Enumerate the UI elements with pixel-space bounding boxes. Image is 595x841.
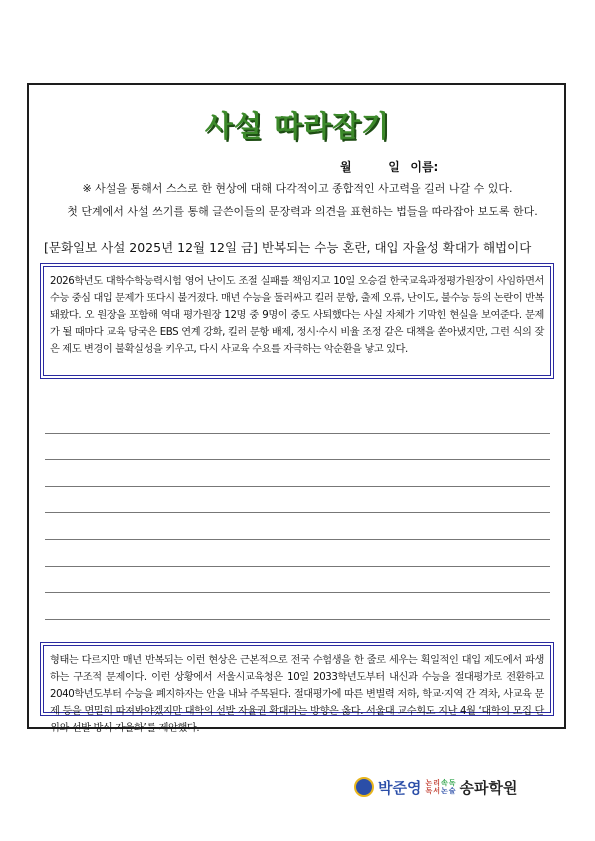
writing-line[interactable] (45, 593, 550, 620)
writing-line[interactable] (45, 460, 550, 487)
editorial-paragraph-2: 형태는 다르지만 매년 반복되는 이런 현상은 근본적으로 전국 수험생을 한 줄로 세우는 획일적인 대입 제도에서 파생하는 구조적 문제이다. 이런 상황에서 서울시교육청은 10일 2033학년도부터 내신과 수능을 절대평가로 전환하고 2040학년도부터 수능을 폐지하자는 안을 내놔 주목된다. 절대평가에 따른 변별력 저하, 학교·지역 간 격차, 사교육 문제 등을 면밀히 따져봐야겠지만 대학의 선발 자율권 확대라는 방향은 옳다. 서울대 교수회도 지난 4월 ‘대학의 모집 단위와 선발 방식 자율화’를 제안했다. (43, 645, 551, 713)
name-label: 이름: (410, 160, 439, 174)
instruction-note-2: 첫 단계에서 사설 쓰기를 통해 글쓴이들의 문장력과 의견을 표현하는 법들을 따라잡아 보도록 한다. (67, 205, 538, 218)
writing-line[interactable] (45, 487, 550, 514)
logo-subject-stack: 논 리 속 독 독 서 논 술 (425, 779, 456, 795)
writing-line[interactable] (45, 620, 550, 647)
page-title: 사설 따라잡기 (204, 109, 391, 143)
month-label: 월 (340, 160, 352, 174)
day-label: 일 (388, 160, 400, 174)
writing-line[interactable] (45, 513, 550, 540)
writing-lines[interactable] (45, 407, 550, 646)
writing-line[interactable] (45, 540, 550, 567)
logo-campus: 송파학원 (459, 778, 518, 797)
logo-name: 박준영 (378, 778, 422, 797)
editorial-headline: [문화일보 사설 2025년 12월 12일 금] 반복되는 수능 혼란, 대입 자율성 확대가 해법이다 (44, 240, 532, 255)
editorial-paragraph-1: 2026학년도 대학수학능력시험 영어 난이도 조절 실패를 책임지고 10일 오승걸 한국교육과정평가원장이 사임하면서 수능 중심 대입 문제가 또다시 불거졌다. 매년 수능을 둘러싸고 킬러 문항, 출제 오류, 난이도, 불수능 등의 논란이 반복돼왔다. 오 원장을 포함해 역대 평가원장 12명 중 9명이 중도 사퇴했다는 사실 자체가 기막힌 현실을 보여준다. 문제가 될 때마다 교육 당국은 EBS 연계 강화, 킬러 문항 배제, 정시·수시 비율 조정 같은 대책을 쏟아냈지만, 그런 식의 잦은 제도 변경이 불확실성을 키우고, 다시 사교육 수요를 자극하는 악순환을 낳고 있다. (43, 266, 551, 376)
writing-line[interactable] (45, 567, 550, 594)
instruction-note-1: ※ 사설을 통해서 스스로 한 현상에 대해 다각적이고 종합적인 사고력을 길러 나갈 수 있다. (82, 182, 513, 195)
writing-line[interactable] (45, 407, 550, 434)
writing-line[interactable] (45, 434, 550, 461)
name-fields (340, 158, 438, 175)
academy-logo (354, 775, 518, 799)
academy-emblem-icon (354, 777, 374, 797)
